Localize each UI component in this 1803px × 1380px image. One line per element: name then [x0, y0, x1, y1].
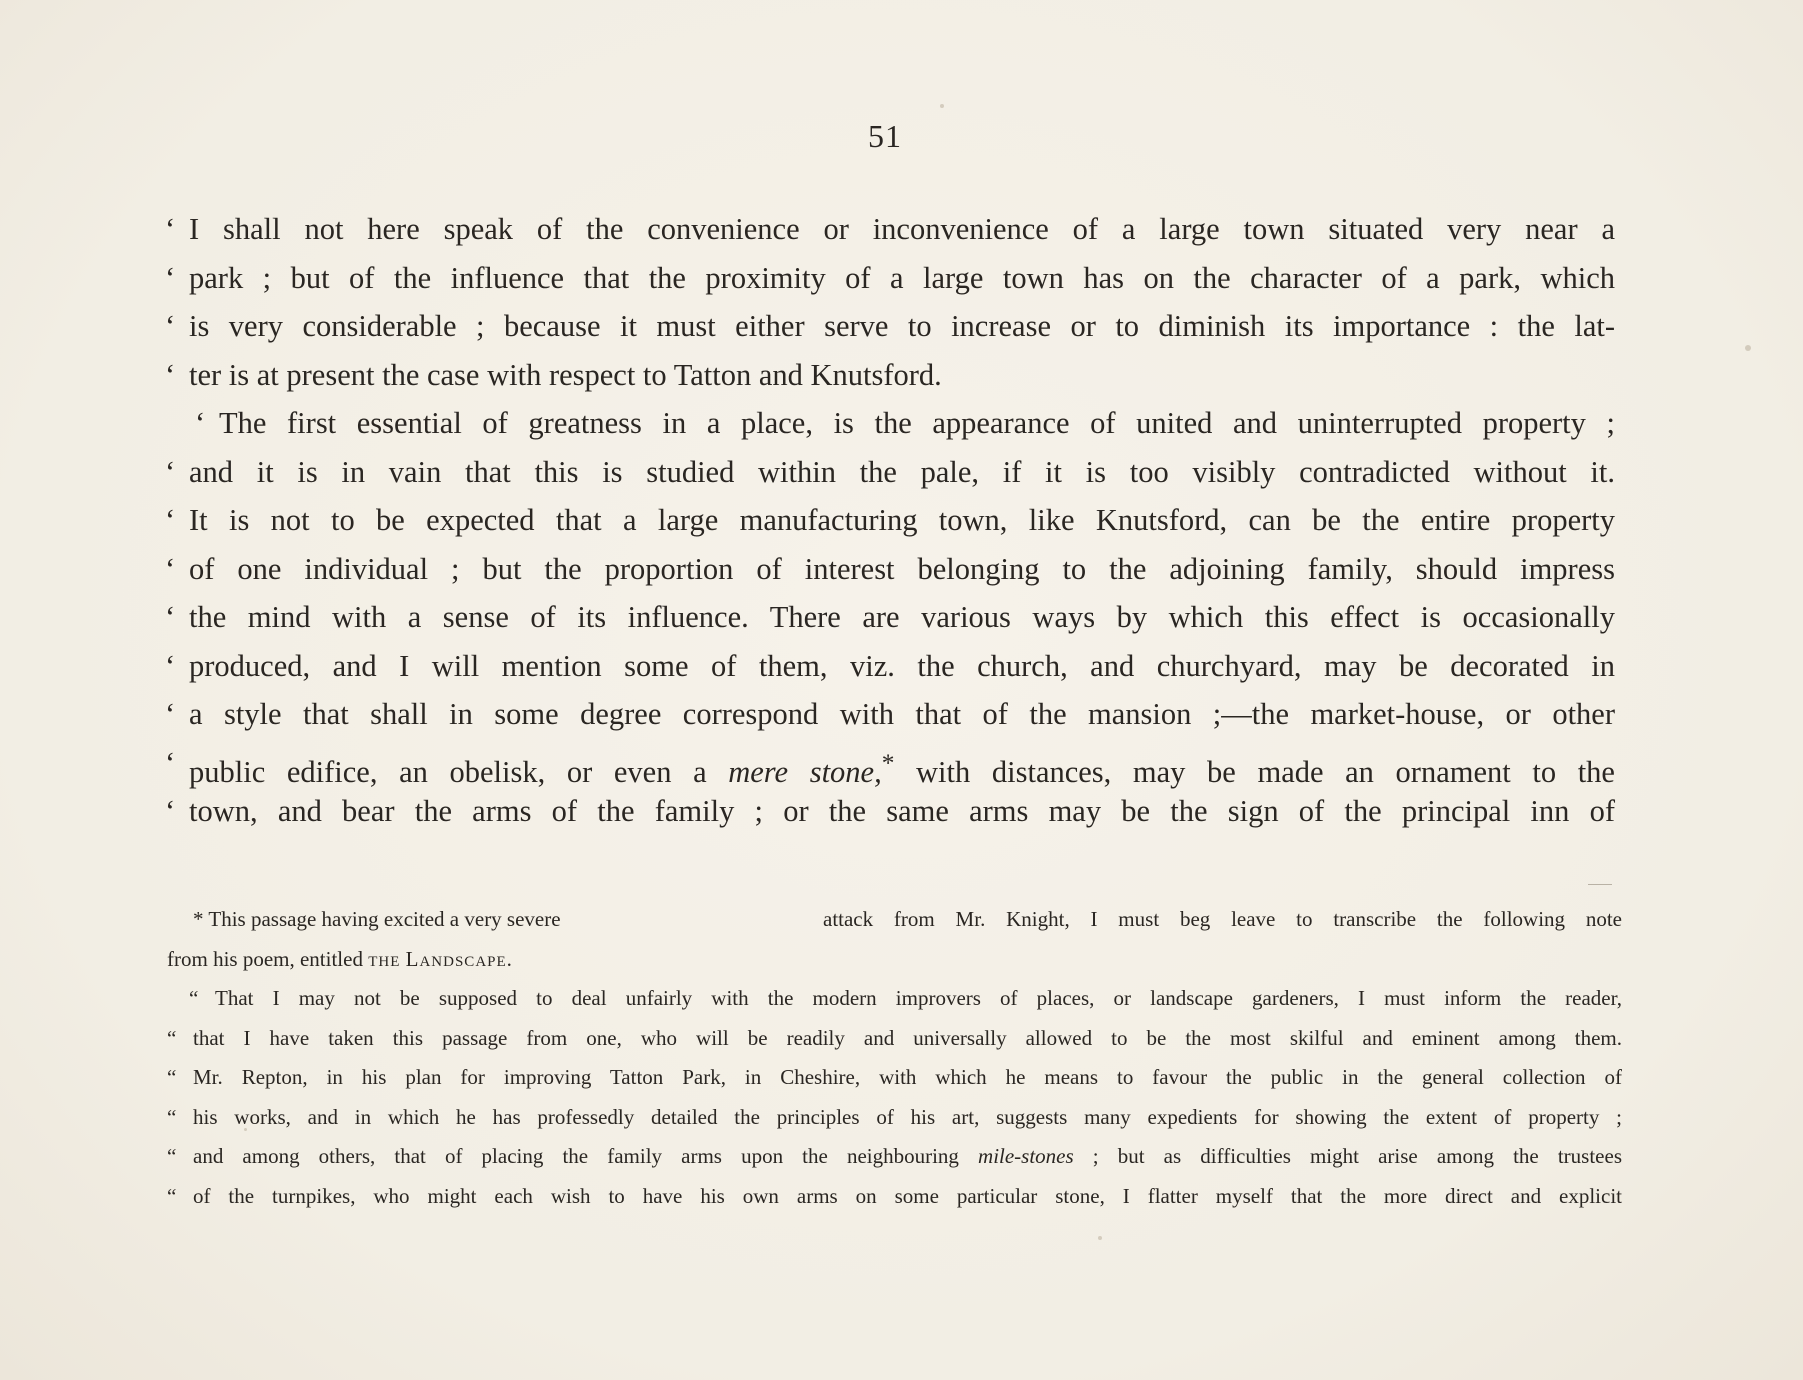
footnote-rule — [1588, 884, 1612, 885]
text-line-content — [189, 739, 1615, 788]
quote-mark: ‘ — [165, 551, 176, 586]
text-line — [165, 302, 1615, 351]
footnote-line — [167, 1019, 1622, 1059]
footnote-line — [167, 1098, 1622, 1138]
text-line-content: park ; but of the influence that the proximity of a large town has on the character of a park, which — [189, 260, 1615, 295]
quote-mark: “ — [167, 1104, 177, 1129]
text-line-content: town, and bear the arms of the family ; or the same arms may be the sign of the principal inn of — [189, 794, 1615, 828]
text-line-content: I shall not here speak of the convenience or inconvenience of a large town situated very near a — [189, 212, 1615, 246]
paper-speck — [940, 104, 944, 108]
quote-mark: ‘ — [165, 309, 176, 343]
text-line — [165, 787, 1615, 836]
text-line-content: the mind with a sense of its influence. There are various ways by which this effect is occasionally — [189, 600, 1615, 634]
poem-title: Landscape. — [405, 946, 513, 971]
quote-mark: “ — [189, 986, 199, 1010]
text-line — [165, 690, 1615, 739]
quote-mark: ‘ — [195, 406, 206, 440]
quote-mark: ‘ — [165, 600, 176, 634]
quote-mark: “ — [167, 1025, 177, 1050]
text-run: from his poem, entitled — [167, 946, 369, 971]
text-run: and among others, that of placing the family arms upon the neighbouring — [193, 1144, 979, 1168]
footnote-text — [193, 1137, 1622, 1177]
text-line-content: is very considerable ; because it must either serve to increase or to diminish its importance : the lat- — [189, 309, 1615, 343]
footnote-text: That I may not be supposed to deal unfairly with the modern improvers of places, or landscape gardeners, I must inform the reader, — [215, 986, 1622, 1010]
text-line — [165, 739, 1615, 788]
text-line-content: a style that shall in some degree correspond with that of the mansion ;—the market-house, or other — [189, 697, 1615, 731]
quote-mark: ‘ — [165, 794, 176, 828]
text-line — [165, 545, 1615, 594]
footnote-text: of the turnpikes, who might each wish to have his own arms on some particular stone, I flatter myself that the more direct and explicit — [193, 1183, 1622, 1208]
quote-mark: “ — [167, 1065, 177, 1089]
italic-phrase: mile-stones — [978, 1144, 1074, 1168]
quote-mark: ‘ — [165, 697, 176, 731]
paper-speck — [1098, 1236, 1102, 1240]
footnote-text: * This passage having excited a very severe — [193, 907, 561, 931]
quote-mark: “ — [167, 1183, 177, 1208]
quote-mark: ‘ — [165, 357, 176, 392]
italic-phrase: mere stone, — [728, 754, 882, 789]
footnote-block — [167, 900, 1622, 1216]
quote-mark: ‘ — [165, 503, 176, 537]
text-line — [165, 448, 1615, 497]
text-line-content: ter is at present the case with respect to Tatton and Knutsford. — [189, 357, 942, 392]
footnote-reference[interactable]: * — [881, 748, 895, 777]
footnote-text: Mr. Repton, in his plan for improving Tatton Park, in Cheshire, with which he means to favour the public in the general collection of — [193, 1065, 1622, 1089]
text-line-content: It is not to be expected that a large manufacturing town, like Knutsford, can be the entire property — [189, 503, 1615, 537]
footnote-line — [167, 940, 1622, 980]
main-text — [165, 205, 1615, 836]
text-line — [165, 351, 1615, 400]
text-run: with distances, may be made an ornament to the — [894, 754, 1615, 789]
footnote-line — [189, 979, 1622, 1019]
paper-speck — [1745, 345, 1751, 351]
text-line — [165, 642, 1615, 691]
footnote-text: his works, and in which he has professedly detailed the principles of his art, suggests many expedients for showing the extent of property ; — [193, 1104, 1622, 1129]
text-line — [165, 496, 1615, 545]
text-line-content: produced, and I will mention some of them, viz. the church, and churchyard, may be decorated in — [189, 648, 1615, 683]
quote-mark: ‘ — [165, 260, 176, 295]
quote-mark: “ — [167, 1144, 177, 1168]
quote-mark: ‘ — [165, 648, 176, 683]
text-run: ; but as difficulties might arise among the trustees — [1073, 1144, 1622, 1168]
poem-title-article: the — [368, 946, 401, 971]
text-line — [165, 399, 1615, 448]
text-line-content: The first essential of greatness in a place, is the appearance of united and uninterrupted property ; — [219, 406, 1615, 440]
text-line-content: and it is in vain that this is studied within the pale, if it is too visibly contradicted without it. — [189, 454, 1615, 489]
quote-mark: ‘ — [165, 212, 176, 246]
footnote-line — [167, 1058, 1622, 1098]
text-line — [165, 254, 1615, 303]
footnote-text: that I have taken this passage from one, who will be readily and universally allowed to be the most skilful and eminent among them. — [193, 1025, 1622, 1050]
footnote-text — [167, 940, 513, 980]
text-line — [165, 593, 1615, 642]
text-line-content: of one individual ; but the proportion of interest belonging to the adjoining family, should impress — [189, 551, 1615, 586]
text-line — [165, 205, 1615, 254]
text-run: public edifice, an obelisk, or even a — [189, 754, 729, 789]
footnote-line — [167, 1137, 1622, 1177]
footnote-line — [167, 1177, 1622, 1217]
footnote-text: attack from Mr. Knight, I must beg leave to transcribe the following note — [823, 907, 1622, 931]
quote-mark: ‘ — [165, 745, 176, 780]
quote-mark: ‘ — [165, 454, 176, 489]
footnote-line — [167, 900, 1622, 940]
page-number: 51 — [868, 118, 902, 154]
